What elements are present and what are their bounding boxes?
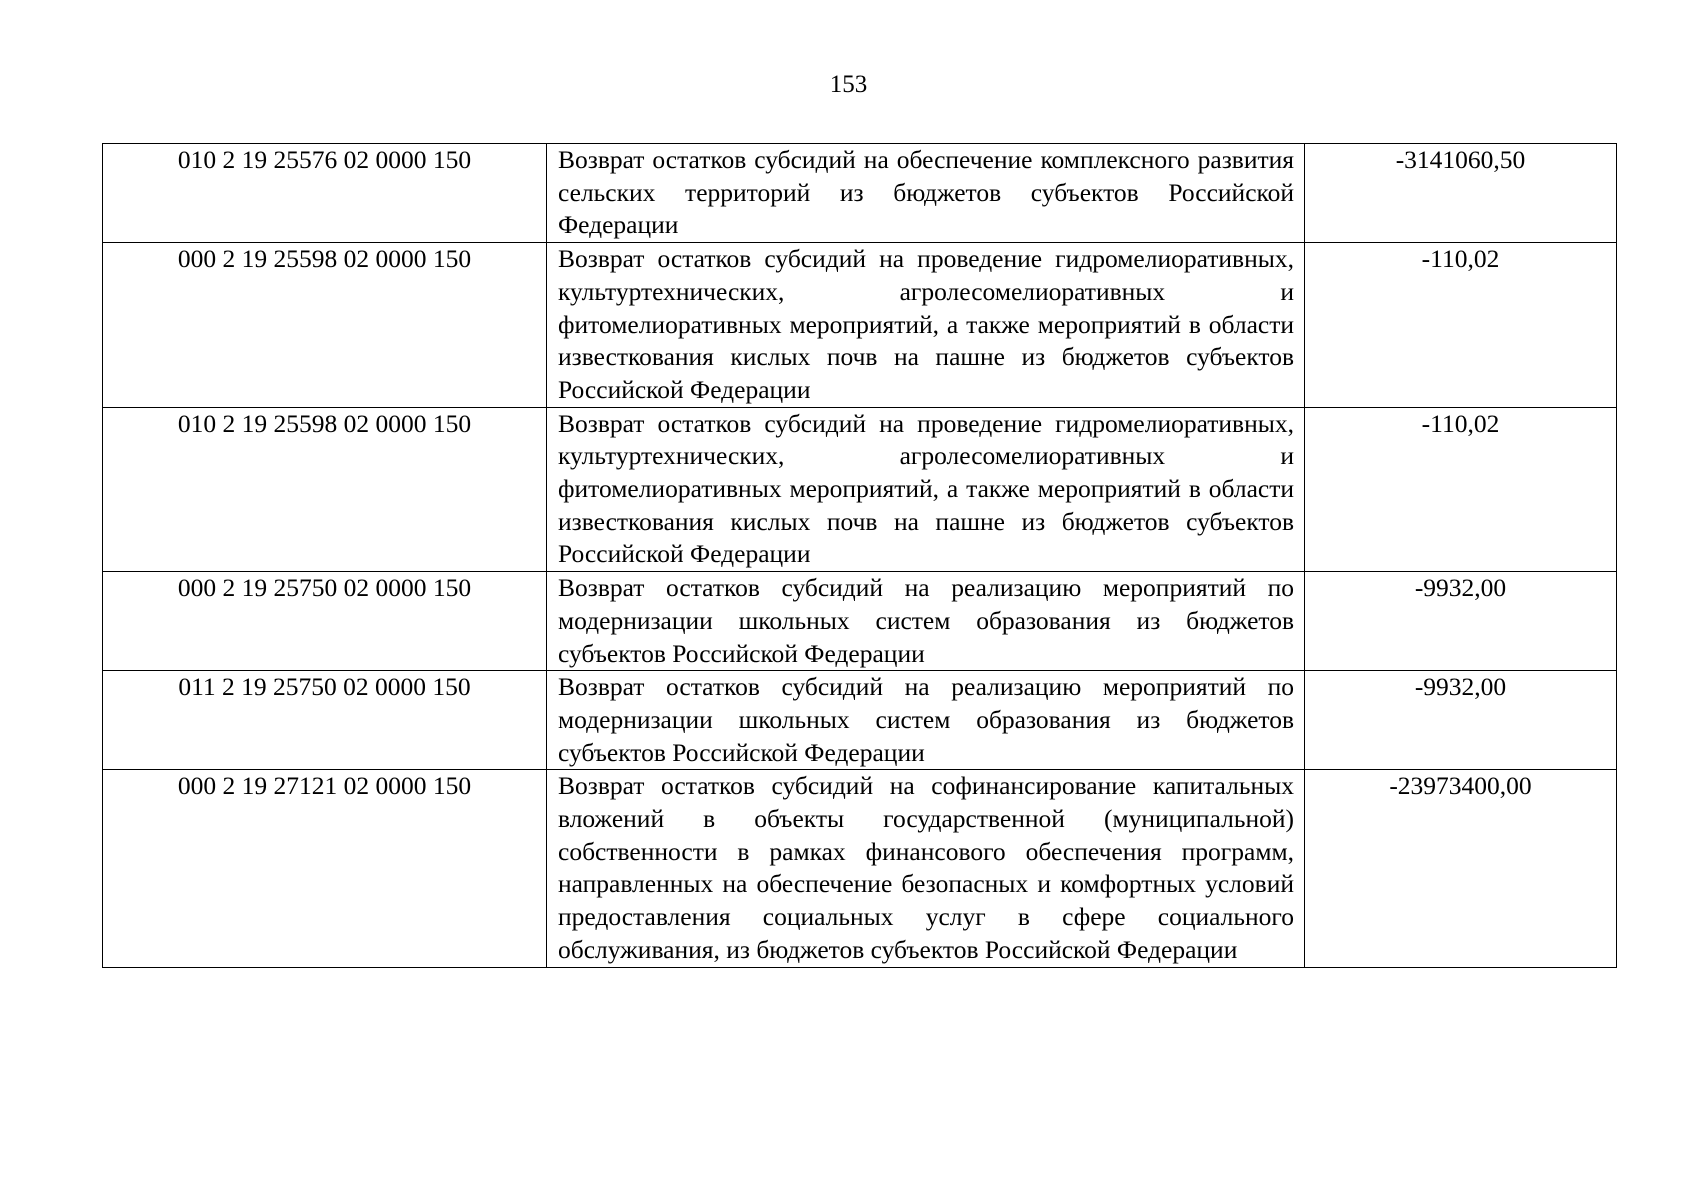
description-cell: Возврат остатков субсидий на реализацию мероприятий по модернизации школьных систем образования из бюджетов субъектов Российской Федерации [547, 671, 1305, 770]
budget-table [102, 143, 1617, 968]
budget-code-cell: 000 2 19 25750 02 0000 150 [103, 572, 547, 671]
table-row [103, 671, 1617, 770]
description-cell: Возврат остатков субсидий на реализацию мероприятий по модернизации школьных систем образования из бюджетов субъектов Российской Федерации [547, 572, 1305, 671]
table-row [103, 144, 1617, 243]
amount-cell: -9932,00 [1305, 671, 1617, 770]
amount-cell: -110,02 [1305, 407, 1617, 572]
amount-cell: -23973400,00 [1305, 770, 1617, 967]
description-cell: Возврат остатков субсидий на проведение гидромелиоративных, культуртехнических, агролесомелиоративных и фитомелиоративных мероприятий, а также мероприятий в области известкования кислых почв на пашне из бюджетов субъектов Российской Федерации [547, 407, 1305, 572]
amount-cell: -110,02 [1305, 243, 1617, 408]
budget-code-cell: 000 2 19 25598 02 0000 150 [103, 243, 547, 408]
table-row [103, 572, 1617, 671]
table-row [103, 770, 1617, 967]
budget-code-cell: 000 2 19 27121 02 0000 150 [103, 770, 547, 967]
description-cell: Возврат остатков субсидий на проведение гидромелиоративных, культуртехнических, агролесомелиоративных и фитомелиоративных мероприятий, а также мероприятий в области известкования кислых почв на пашне из бюджетов субъектов Российской Федерации [547, 243, 1305, 408]
budget-code-cell: 010 2 19 25576 02 0000 150 [103, 144, 547, 243]
description-cell: Возврат остатков субсидий на софинансирование капитальных вложений в объекты государственной (муниципальной) собственности в рамках финансового обеспечения программ, направленных на обеспечение безопасных и комфортных условий предоставления социальных услуг в сфере социального обслуживания, из бюджетов субъектов Российской Федерации [547, 770, 1305, 967]
table-row [103, 243, 1617, 408]
description-cell: Возврат остатков субсидий на обеспечение комплексного развития сельских территорий из бюджетов субъектов Российской Федерации [547, 144, 1305, 243]
table-row [103, 407, 1617, 572]
page-number: 153 [829, 71, 868, 98]
amount-cell: -9932,00 [1305, 572, 1617, 671]
budget-code-cell: 010 2 19 25598 02 0000 150 [103, 407, 547, 572]
budget-code-cell: 011 2 19 25750 02 0000 150 [103, 671, 547, 770]
amount-cell: -3141060,50 [1305, 144, 1617, 243]
